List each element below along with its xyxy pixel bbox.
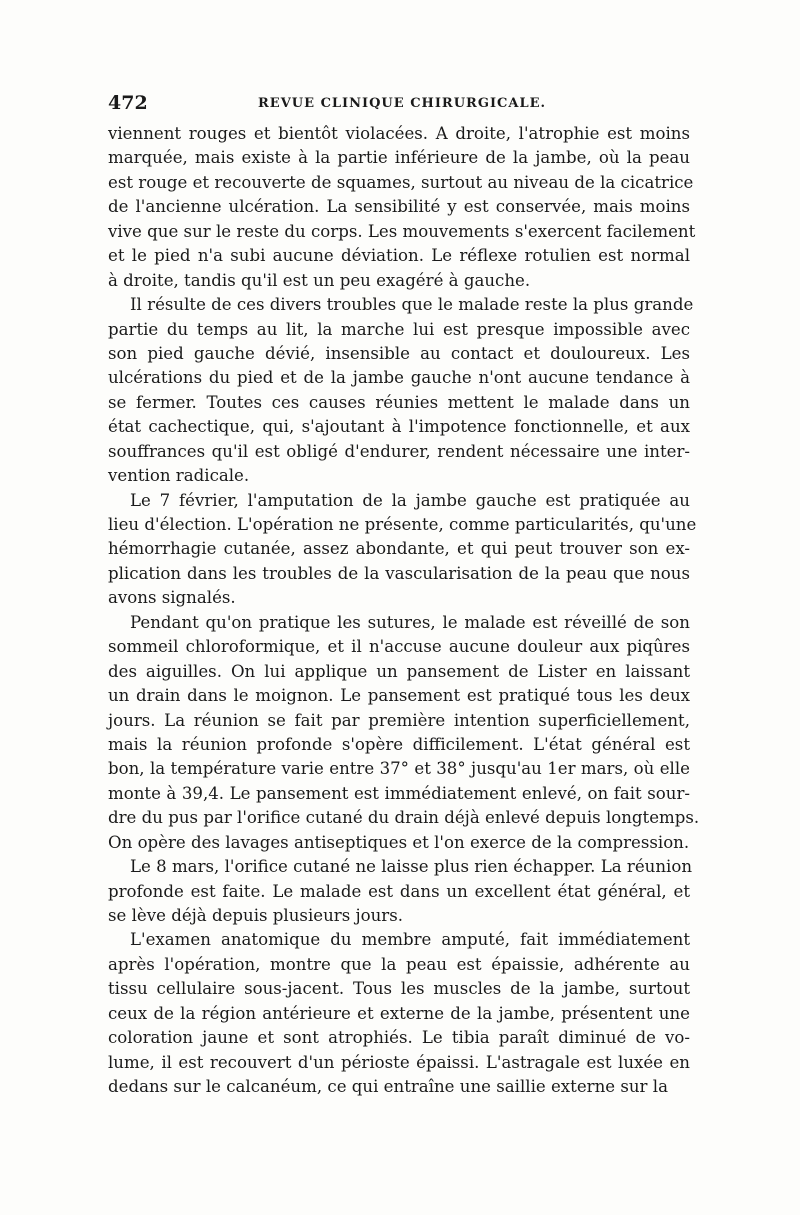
paragraph [108, 928, 690, 1099]
text-line: bon, la température varie entre 37° et 38° jusqu'au 1er mars, où elle [108, 759, 690, 779]
text-line: Il résulte de ces divers troubles que le malade reste la plus grande [130, 295, 694, 315]
page-number: 472 [108, 92, 148, 114]
text-line: partie du temps au lit, la marche lui est presque impossible avec [108, 319, 690, 339]
text-line: Le 7 février, l'amputation de la jambe gauche est pratiquée au [130, 490, 690, 510]
text-line: lieu d'élection. L'opération ne présente, comme particularités, qu'une [108, 515, 697, 534]
text-line: lume, il est recouvert d'un périoste épaissi. L'astragale est luxée en [108, 1052, 690, 1072]
text-line: vive que sur le reste du corps. Les mouvements s'exercent facilement [108, 221, 696, 241]
text-line: jours. La réunion se fait par première intention superficiellement, [108, 710, 690, 730]
text-line: et le pied n'a subi aucune déviation. Le réflexe rotulien est normal [108, 246, 690, 266]
text-line: sommeil chloroformique, et il n'accuse aucune douleur aux piqûres [108, 637, 690, 657]
paragraph [108, 611, 700, 855]
text-line: de l'ancienne ulcération. La sensibilité y est conservée, mais moins [108, 197, 690, 217]
text-line: est rouge et recouverte de squames, surtout au niveau de la cicatrice [108, 172, 694, 192]
paragraph [108, 489, 697, 611]
text-line: tissu cellulaire sous-jacent. Tous les muscles de la jambe, surtout [108, 979, 690, 999]
journal-title: REVUE CLINIQUE CHIRURGICALE. [258, 96, 547, 111]
text-line: mais la réunion profonde s'opère difficilement. L'état général est [108, 734, 690, 754]
text-line: dre du pus par l'orifice cutané du drain déjà enlevé depuis longtemps. [108, 808, 700, 828]
text-line: état cachectique, qui, s'ajoutant à l'impotence fonctionnelle, et aux [108, 417, 690, 437]
text-line: On opère des lavages antiseptiques et l'on exerce de la compression. [108, 832, 690, 852]
text-line: marquée, mais existe à la partie inférieure de la jambe, où la peau [108, 148, 690, 168]
text-line: Le 8 mars, l'orifice cutané ne laisse plus rien échapper. La réunion [130, 857, 693, 877]
text-line: des aiguilles. On lui applique un pansement de Lister en laissant [108, 661, 690, 681]
text-line: son pied gauche dévié, insensible au contact et douloureux. Les [108, 343, 690, 363]
text-line: viennent rouges et bientôt violacées. A droite, l'atrophie est moins [108, 124, 690, 143]
text-line: vention radicale. [108, 466, 250, 486]
text-line: plication dans les troubles de la vascularisation de la peau que nous [108, 563, 690, 583]
text-line: monte à 39,4. Le pansement est immédiatement enlevé, on fait sour- [108, 783, 690, 803]
text-line: avons signalés. [108, 588, 236, 608]
running-head [108, 92, 688, 116]
paragraph [108, 293, 694, 489]
text-line: ulcérations du pied et de la jambe gauche n'ont aucune tendance à [108, 368, 690, 388]
text-line: un drain dans le moignon. Le pansement est pratiqué tous les deux [108, 686, 690, 706]
text-line: après l'opération, montre que la peau est épaissie, adhérente au [108, 954, 690, 974]
text-line: L'examen anatomique du membre amputé, fait immédiatement [130, 930, 690, 950]
paragraph [108, 855, 693, 928]
paragraph [108, 122, 696, 293]
text-line: dedans sur le calcanéum, ce qui entraîne une saillie externe sur la [108, 1077, 668, 1097]
text-line: coloration jaune et sont atrophiés. Le tibia paraît diminué de vo- [108, 1028, 690, 1048]
body-text [108, 122, 700, 1100]
text-line: à droite, tandis qu'il est un peu exagéré à gauche. [108, 270, 531, 290]
text-line: ceux de la région antérieure et externe de la jambe, présentent une [108, 1003, 690, 1023]
text-line: hémorrhagie cutanée, assez abondante, et qui peut trouver son ex- [108, 539, 690, 559]
text-line: souffrances qu'il est obligé d'endurer, rendent nécessaire une inter- [108, 441, 690, 461]
text-line: Pendant qu'on pratique les sutures, le malade est réveillé de son [130, 612, 690, 632]
text-line: se fermer. Toutes ces causes réunies mettent le malade dans un [108, 392, 690, 412]
text-line: profonde est faite. Le malade est dans un excellent état général, et [108, 881, 690, 901]
text-line: se lève déjà depuis plusieurs jours. [108, 906, 404, 925]
